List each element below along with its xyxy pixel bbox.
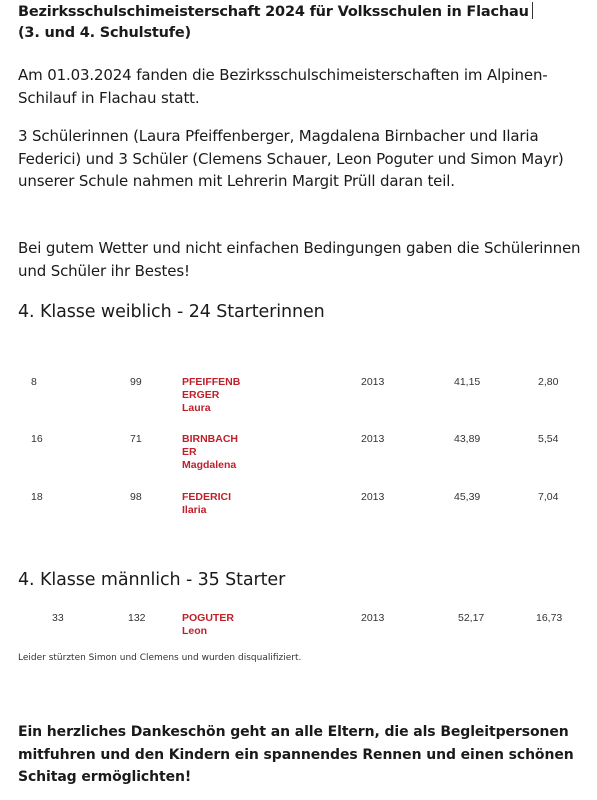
- time-cell: 43,89: [454, 433, 481, 445]
- text-cursor: [532, 2, 533, 19]
- first-name: Leon: [182, 625, 208, 637]
- athlete-name: [182, 491, 231, 517]
- number-cell: 99: [130, 376, 142, 388]
- title-line-2: (3. und 4. Schulstufe): [18, 25, 191, 41]
- diff-cell: 2,80: [538, 376, 559, 388]
- first-name: Magdalena: [182, 459, 237, 471]
- rank-cell: 8: [31, 376, 37, 388]
- disqualification-note: Leider stürzten Simon und Clemens und wurden disqualifiziert.: [18, 653, 302, 663]
- last-name: POGUTER: [182, 612, 234, 624]
- number-cell: 71: [130, 433, 142, 445]
- article-title: [18, 2, 593, 44]
- participants-paragraph: 3 Schülerinnen (Laura Pfeiffenberger, Magdalena Birnbacher und Ilaria Federici) und 3 Schüler (Clemens Schauer, Leon Poguter und Simon Mayr) unserer Schule nahmen mit Lehrerin Margit Prüll daran teil.: [18, 127, 564, 190]
- athlete-name: [182, 376, 240, 415]
- thanks-paragraph: Ein herzliches Dankeschön geht an alle Eltern, die als Begleitpersonen mitfuhren und den Kindern ein spannendes Rennen und einen schönen Schitag ermöglichten!: [18, 724, 574, 785]
- girls-heading: 4. Klasse weiblich - 24 Starterinnen: [18, 302, 325, 322]
- weather-paragraph: Bei gutem Wetter und nicht einfachen Bedingungen gaben die Schülerinnen und Schüler ihr Bestes!: [18, 239, 581, 280]
- last-name-cont: ER: [182, 446, 197, 458]
- first-name: Ilaria: [182, 504, 207, 516]
- last-name: FEDERICI: [182, 491, 232, 503]
- birth-year-cell: 2013: [361, 612, 385, 624]
- athlete-name: [182, 612, 234, 638]
- birth-year-cell: 2013: [361, 433, 385, 445]
- birth-year-cell: 2013: [361, 491, 385, 503]
- diff-cell: 5,54: [538, 433, 559, 445]
- last-name: BIRNBACH: [182, 433, 238, 445]
- diff-cell: 7,04: [538, 491, 559, 503]
- boys-heading: 4. Klasse männlich - 35 Starter: [18, 570, 286, 590]
- last-name: PFEIFFENB: [182, 376, 241, 388]
- time-cell: 45,39: [454, 491, 481, 503]
- time-cell: 41,15: [454, 376, 481, 388]
- diff-cell: 16,73: [536, 612, 563, 624]
- number-cell: 132: [128, 612, 146, 624]
- number-cell: 98: [130, 491, 142, 503]
- athlete-name: [182, 433, 238, 472]
- last-name-cont: ERGER: [182, 389, 220, 401]
- intro-paragraph: Am 01.03.2024 fanden die Bezirksschulschimeisterschaften im Alpinen-Schilauf in Flachau statt.: [18, 66, 548, 107]
- first-name: Laura: [182, 402, 211, 414]
- title-line-1: Bezirksschulschimeisterschaft 2024 für Volksschulen in Flachau: [18, 4, 529, 20]
- rank-cell: 16: [31, 433, 43, 445]
- rank-cell: 18: [31, 491, 43, 503]
- time-cell: 52,17: [458, 612, 485, 624]
- rank-cell: 33: [52, 612, 64, 624]
- birth-year-cell: 2013: [361, 376, 385, 388]
